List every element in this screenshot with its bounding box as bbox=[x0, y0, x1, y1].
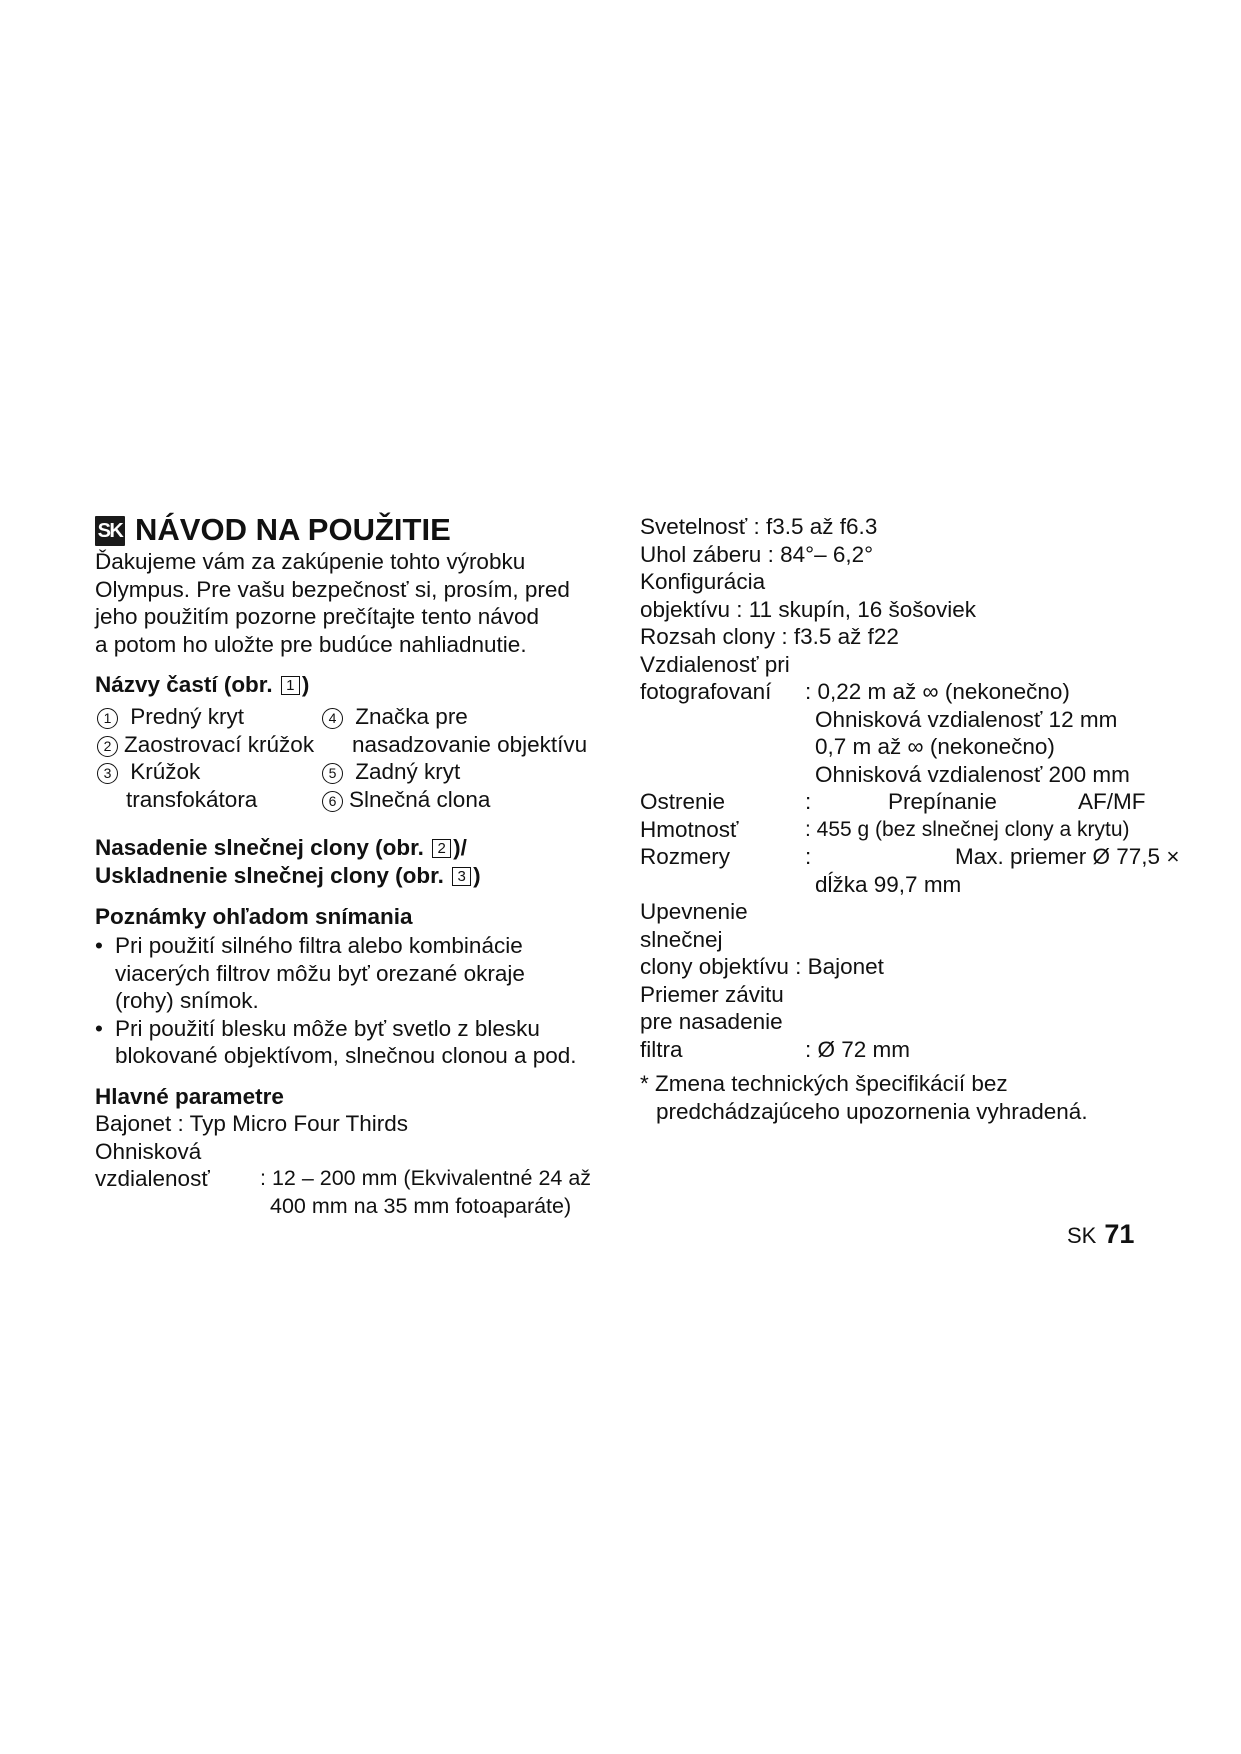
footnote-line-1: * Zmena technických špecifikácií bez bbox=[640, 1071, 1008, 1096]
spec-dims-colon: : bbox=[805, 844, 812, 869]
notes-heading: Poznámky ohľadom snímania bbox=[95, 904, 413, 929]
intro-line-2: Olympus. Pre vašu bezpečnosť si, prosím, pred bbox=[95, 576, 570, 602]
spec-filter-label-3: filtra bbox=[640, 1036, 683, 1062]
spec-dims-label: Rozmery bbox=[640, 844, 731, 869]
part-4-cont: nasadzovanie objektívu bbox=[352, 731, 588, 757]
part-2: 2 Zaostrovací krúžok bbox=[97, 731, 314, 759]
spec-config-value: objektívu : 11 skupín, 16 šošoviek bbox=[640, 596, 977, 622]
number-3-icon: 3 bbox=[97, 763, 118, 784]
hood-heading-2: Uskladnenie slnečnej clony (obr. 3 ) bbox=[95, 862, 481, 888]
number-5-icon: 5 bbox=[322, 763, 343, 784]
spec-hood-label-1: Upevnenie bbox=[640, 899, 748, 924]
page-title bbox=[95, 512, 451, 548]
spec-aperture: Svetelnosť : f3.5 až f6.3 bbox=[640, 514, 878, 539]
spec-focus-value-2: AF/MF bbox=[1078, 789, 1146, 814]
param-focal-label-2: vzdialenosť bbox=[95, 1166, 210, 1191]
intro-line-3: jeho použitím pozorne prečítajte tento návod bbox=[95, 604, 540, 629]
footnote-line-2: predchádzajúceho upozornenia vyhradená. bbox=[656, 1098, 1088, 1124]
spec-distance-value-2: Ohnisková vzdialenosť 12 mm bbox=[815, 706, 1118, 732]
number-1-icon: 1 bbox=[97, 708, 118, 729]
number-6-icon: 6 bbox=[322, 791, 343, 812]
note-2-line-1: • Pri použití blesku môže byť svetlo z blesku bbox=[95, 1015, 540, 1041]
spec-dims-value-2: dĺžka 99,7 mm bbox=[815, 871, 962, 897]
spec-filter-label-1: Priemer závitu bbox=[640, 981, 784, 1007]
spec-weight-label: Hmotnosť bbox=[640, 816, 739, 842]
intro-line-1: Ďakujeme vám za zakúpenie tohto výrobku bbox=[95, 549, 526, 574]
page-footer bbox=[1067, 1219, 1134, 1251]
note-1-line-3: (rohy) snímok. bbox=[115, 988, 259, 1013]
hood-heading-1: Nasadenie slnečnej clony (obr. 2 )/ bbox=[95, 835, 467, 860]
footer-lang: SK bbox=[1067, 1223, 1097, 1248]
figure-2-ref-icon: 2 bbox=[432, 839, 451, 858]
part-6: 6 Slnečná clona bbox=[322, 786, 490, 814]
intro-line-4: a potom ho uložte pre budúce nahliadnutie. bbox=[95, 631, 527, 657]
param-focal-value-2: 400 mm na 35 mm fotoaparáte) bbox=[270, 1193, 572, 1218]
params-heading: Hlavné parametre bbox=[95, 1084, 284, 1109]
part-5: 5 Zadný kryt bbox=[322, 758, 460, 786]
figure-3-ref-icon: 3 bbox=[452, 867, 471, 886]
spec-hood-label-2: slnečnej bbox=[640, 926, 723, 952]
spec-distance-label-1: Vzdialenosť pri bbox=[640, 651, 790, 677]
spec-filter-value: : Ø 72 mm bbox=[805, 1036, 911, 1062]
spec-config-label: Konfigurácia bbox=[640, 569, 766, 594]
spec-distance-value-4: Ohnisková vzdialenosť 200 mm bbox=[815, 761, 1130, 787]
param-mount: Bajonet : Typ Micro Four Thirds bbox=[95, 1111, 409, 1136]
title-text: NÁVOD NA POUŽITIE bbox=[135, 512, 451, 547]
spec-focus-label: Ostrenie bbox=[640, 789, 726, 814]
note-2-line-2: blokované objektívom, slnečnou clonou a pod. bbox=[115, 1043, 577, 1068]
spec-hood-label-3: clony objektívu : Bajonet bbox=[640, 954, 884, 979]
part-1: 1 Predný kryt bbox=[97, 703, 244, 731]
bullet-icon: • bbox=[95, 1015, 103, 1041]
note-1-line-1: • Pri použití silného filtra alebo kombinácie bbox=[95, 933, 523, 958]
language-badge-icon: SK bbox=[95, 516, 125, 546]
spec-filter-label-2: pre nasadenie bbox=[640, 1009, 783, 1034]
part-4: 4 Značka pre bbox=[322, 703, 468, 731]
spec-focus-colon: : bbox=[805, 789, 812, 814]
spec-distance-label-2: fotografovaní bbox=[640, 679, 772, 704]
bullet-icon: • bbox=[95, 933, 103, 958]
spec-focus-value-1: Prepínanie bbox=[888, 789, 997, 814]
param-focal-value-1: : 12 – 200 mm (Ekvivalentné 24 až bbox=[260, 1166, 592, 1190]
param-focal-label-1: Ohnisková bbox=[95, 1138, 202, 1164]
spec-dims-value-1: Max. priemer Ø 77,5 × bbox=[955, 844, 1180, 869]
figure-1-ref-icon: 1 bbox=[281, 676, 300, 695]
spec-weight-value: : 455 g (bez slnečnej clony a krytu) bbox=[805, 817, 1130, 841]
number-4-icon: 4 bbox=[322, 708, 343, 729]
spec-range: Rozsah clony : f3.5 až f22 bbox=[640, 624, 899, 649]
spec-angle: Uhol záberu : 84°– 6,2° bbox=[640, 541, 874, 567]
page-number: 71 bbox=[1104, 1219, 1135, 1249]
spec-distance-value-3: 0,7 m až ∞ (nekonečno) bbox=[815, 734, 1055, 759]
note-1-line-2: viacerých filtrov môžu byť orezané okraje bbox=[115, 960, 525, 986]
parts-heading: Názvy častí (obr. 1 ) bbox=[95, 672, 310, 697]
spec-distance-value-1: : 0,22 m až ∞ (nekonečno) bbox=[805, 679, 1070, 704]
part-3-cont: transfokátora bbox=[126, 786, 258, 812]
part-3: 3 Krúžok bbox=[97, 758, 200, 786]
number-2-icon: 2 bbox=[97, 736, 118, 757]
